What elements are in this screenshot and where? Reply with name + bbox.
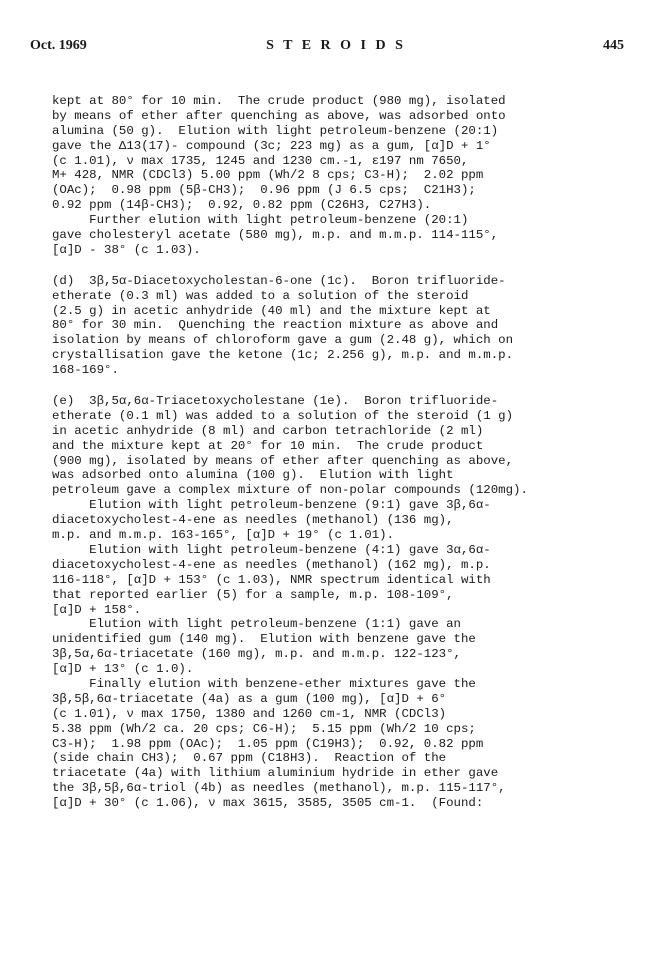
- text-line: gave the Δ13(17)- compound (3c; 223 mg) as a gum, [α]D + 1°: [52, 138, 491, 153]
- text-line: 116-118°, [α]D + 153° (c 1.03), NMR spectrum identical with: [52, 572, 491, 587]
- text-line: [α]D + 158°.: [52, 602, 142, 617]
- paragraph: [52, 94, 652, 258]
- text-line: crystallisation gave the ketone (1c; 2.256 g), m.p. and m.m.p.: [52, 348, 514, 363]
- text-line: M+ 428, NMR (CDCl3) 5.00 ppm (Wh/2 8 cps; C3-H); 2.02 ppm: [52, 168, 484, 183]
- text-line: 80° for 30 min. Quenching the reaction mixture as above and: [52, 318, 499, 333]
- text-line: (side chain CH3); 0.67 ppm (C18H3). Reaction of the: [52, 751, 447, 766]
- text-line: 3β,5β,6α-triacetate (4a) as a gum (100 mg), [α]D + 6°: [52, 691, 447, 706]
- text-line: petroleum gave a complex mixture of non-polar compounds (120mg).: [52, 483, 528, 498]
- text-line: kept at 80° for 10 min. The crude product (980 mg), isolated: [52, 94, 506, 108]
- text-line: (2.5 g) in acetic anhydride (40 ml) and the mixture kept at: [52, 303, 491, 318]
- text-line: gave cholesteryl acetate (580 mg), m.p. and m.m.p. 114-115°,: [52, 228, 499, 243]
- paragraph: [52, 274, 652, 378]
- text-line: (OAc); 0.98 ppm (5β-CH3); 0.96 ppm (J 6.5 cps; C21H3);: [52, 183, 476, 198]
- text-line: (c 1.01), ν max 1735, 1245 and 1230 cm.-1, ε197 nm 7650,: [52, 153, 469, 168]
- text-line: 168-169°.: [52, 363, 119, 378]
- text-line: 3β,5α,6α-triacetate (160 mg), m.p. and m.m.p. 122-123°,: [52, 647, 461, 662]
- text-line: [α]D + 13° (c 1.0).: [52, 662, 194, 677]
- paragraph: [52, 394, 652, 811]
- text-line: C3-H); 1.98 ppm (OAc); 1.05 ppm (C19H3); 0.92, 0.82 ppm: [52, 736, 484, 751]
- text-line: (d) 3β,5α-Diacetoxycholestan-6-one (1c). Boron trifluoride-: [52, 273, 506, 288]
- text-line: [α]D + 30° (c 1.06), ν max 3615, 3585, 3505 cm-1. (Found:: [52, 796, 484, 811]
- page-number: 445: [603, 38, 624, 53]
- text-line: Elution with light petroleum-benzene (9:1) gave 3β,6α-: [52, 498, 491, 513]
- text-line: Further elution with light petroleum-benzene (20:1): [52, 213, 469, 228]
- text-line: etherate (0.3 ml) was added to a solution of the steroid: [52, 288, 469, 303]
- text-line: alumina (50 g). Elution with light petroleum-benzene (20:1): [52, 123, 499, 138]
- text-line: was adsorbed onto alumina (100 g). Elution with light: [52, 468, 454, 483]
- text-line: m.p. and m.m.p. 163-165°, [α]D + 19° (c 1.01).: [52, 528, 395, 543]
- text-line: [α]D - 38° (c 1.03).: [52, 242, 201, 257]
- page-header: [0, 38, 672, 62]
- text-line: 5.38 ppm (Wh/2 ca. 20 cps; C6-H); 5.15 ppm (Wh/2 10 cps;: [52, 721, 476, 736]
- article-body: [52, 94, 652, 811]
- text-line: by means of ether after quenching as above, was adsorbed onto: [52, 108, 506, 123]
- text-line: Elution with light petroleum-benzene (1:1) gave an: [52, 617, 461, 632]
- text-line: diacetoxycholest-4-ene as needles (methanol) (136 mg),: [52, 513, 454, 528]
- text-line: (900 mg), isolated by means of ether after quenching as above,: [52, 453, 514, 468]
- paragraph-gap: [52, 258, 652, 274]
- text-line: unidentified gum (140 mg). Elution with benzene gave the: [52, 632, 476, 647]
- text-line: the 3β,5β,6α-triol (4b) as needles (methanol), m.p. 115-117°,: [52, 781, 506, 796]
- text-line: isolation by means of chloroform gave a gum (2.48 g), which on: [52, 333, 514, 348]
- text-line: and the mixture kept at 20° for 10 min. The crude product: [52, 438, 484, 453]
- text-line: Elution with light petroleum-benzene (4:1) gave 3α,6α-: [52, 542, 491, 557]
- text-line: (e) 3β,5α,6α-Triacetoxycholestane (1e). Boron trifluoride-: [52, 394, 499, 409]
- text-line: etherate (0.1 ml) was added to a solution of the steroid (1 g): [52, 408, 514, 423]
- journal-date: Oct. 1969: [30, 38, 87, 53]
- text-line: Finally elution with benzene-ether mixtures gave the: [52, 676, 476, 691]
- text-line: (c 1.01), ν max 1750, 1380 and 1260 cm-1, NMR (CDCl3): [52, 706, 447, 721]
- journal-title: S T E R O I D S: [266, 38, 406, 53]
- text-line: diacetoxycholest-4-ene as needles (methanol) (162 mg), m.p.: [52, 557, 491, 572]
- text-line: in acetic anhydride (8 ml) and carbon tetrachloride (2 ml): [52, 423, 484, 438]
- text-line: triacetate (4a) with lithium aluminium hydride in ether gave: [52, 766, 499, 781]
- text-line: that reported earlier (5) for a sample, m.p. 108-109°,: [52, 587, 454, 602]
- text-line: 0.92 ppm (14β-CH3); 0.92, 0.82 ppm (C26H3, C27H3).: [52, 198, 432, 213]
- paragraph-gap: [52, 378, 652, 394]
